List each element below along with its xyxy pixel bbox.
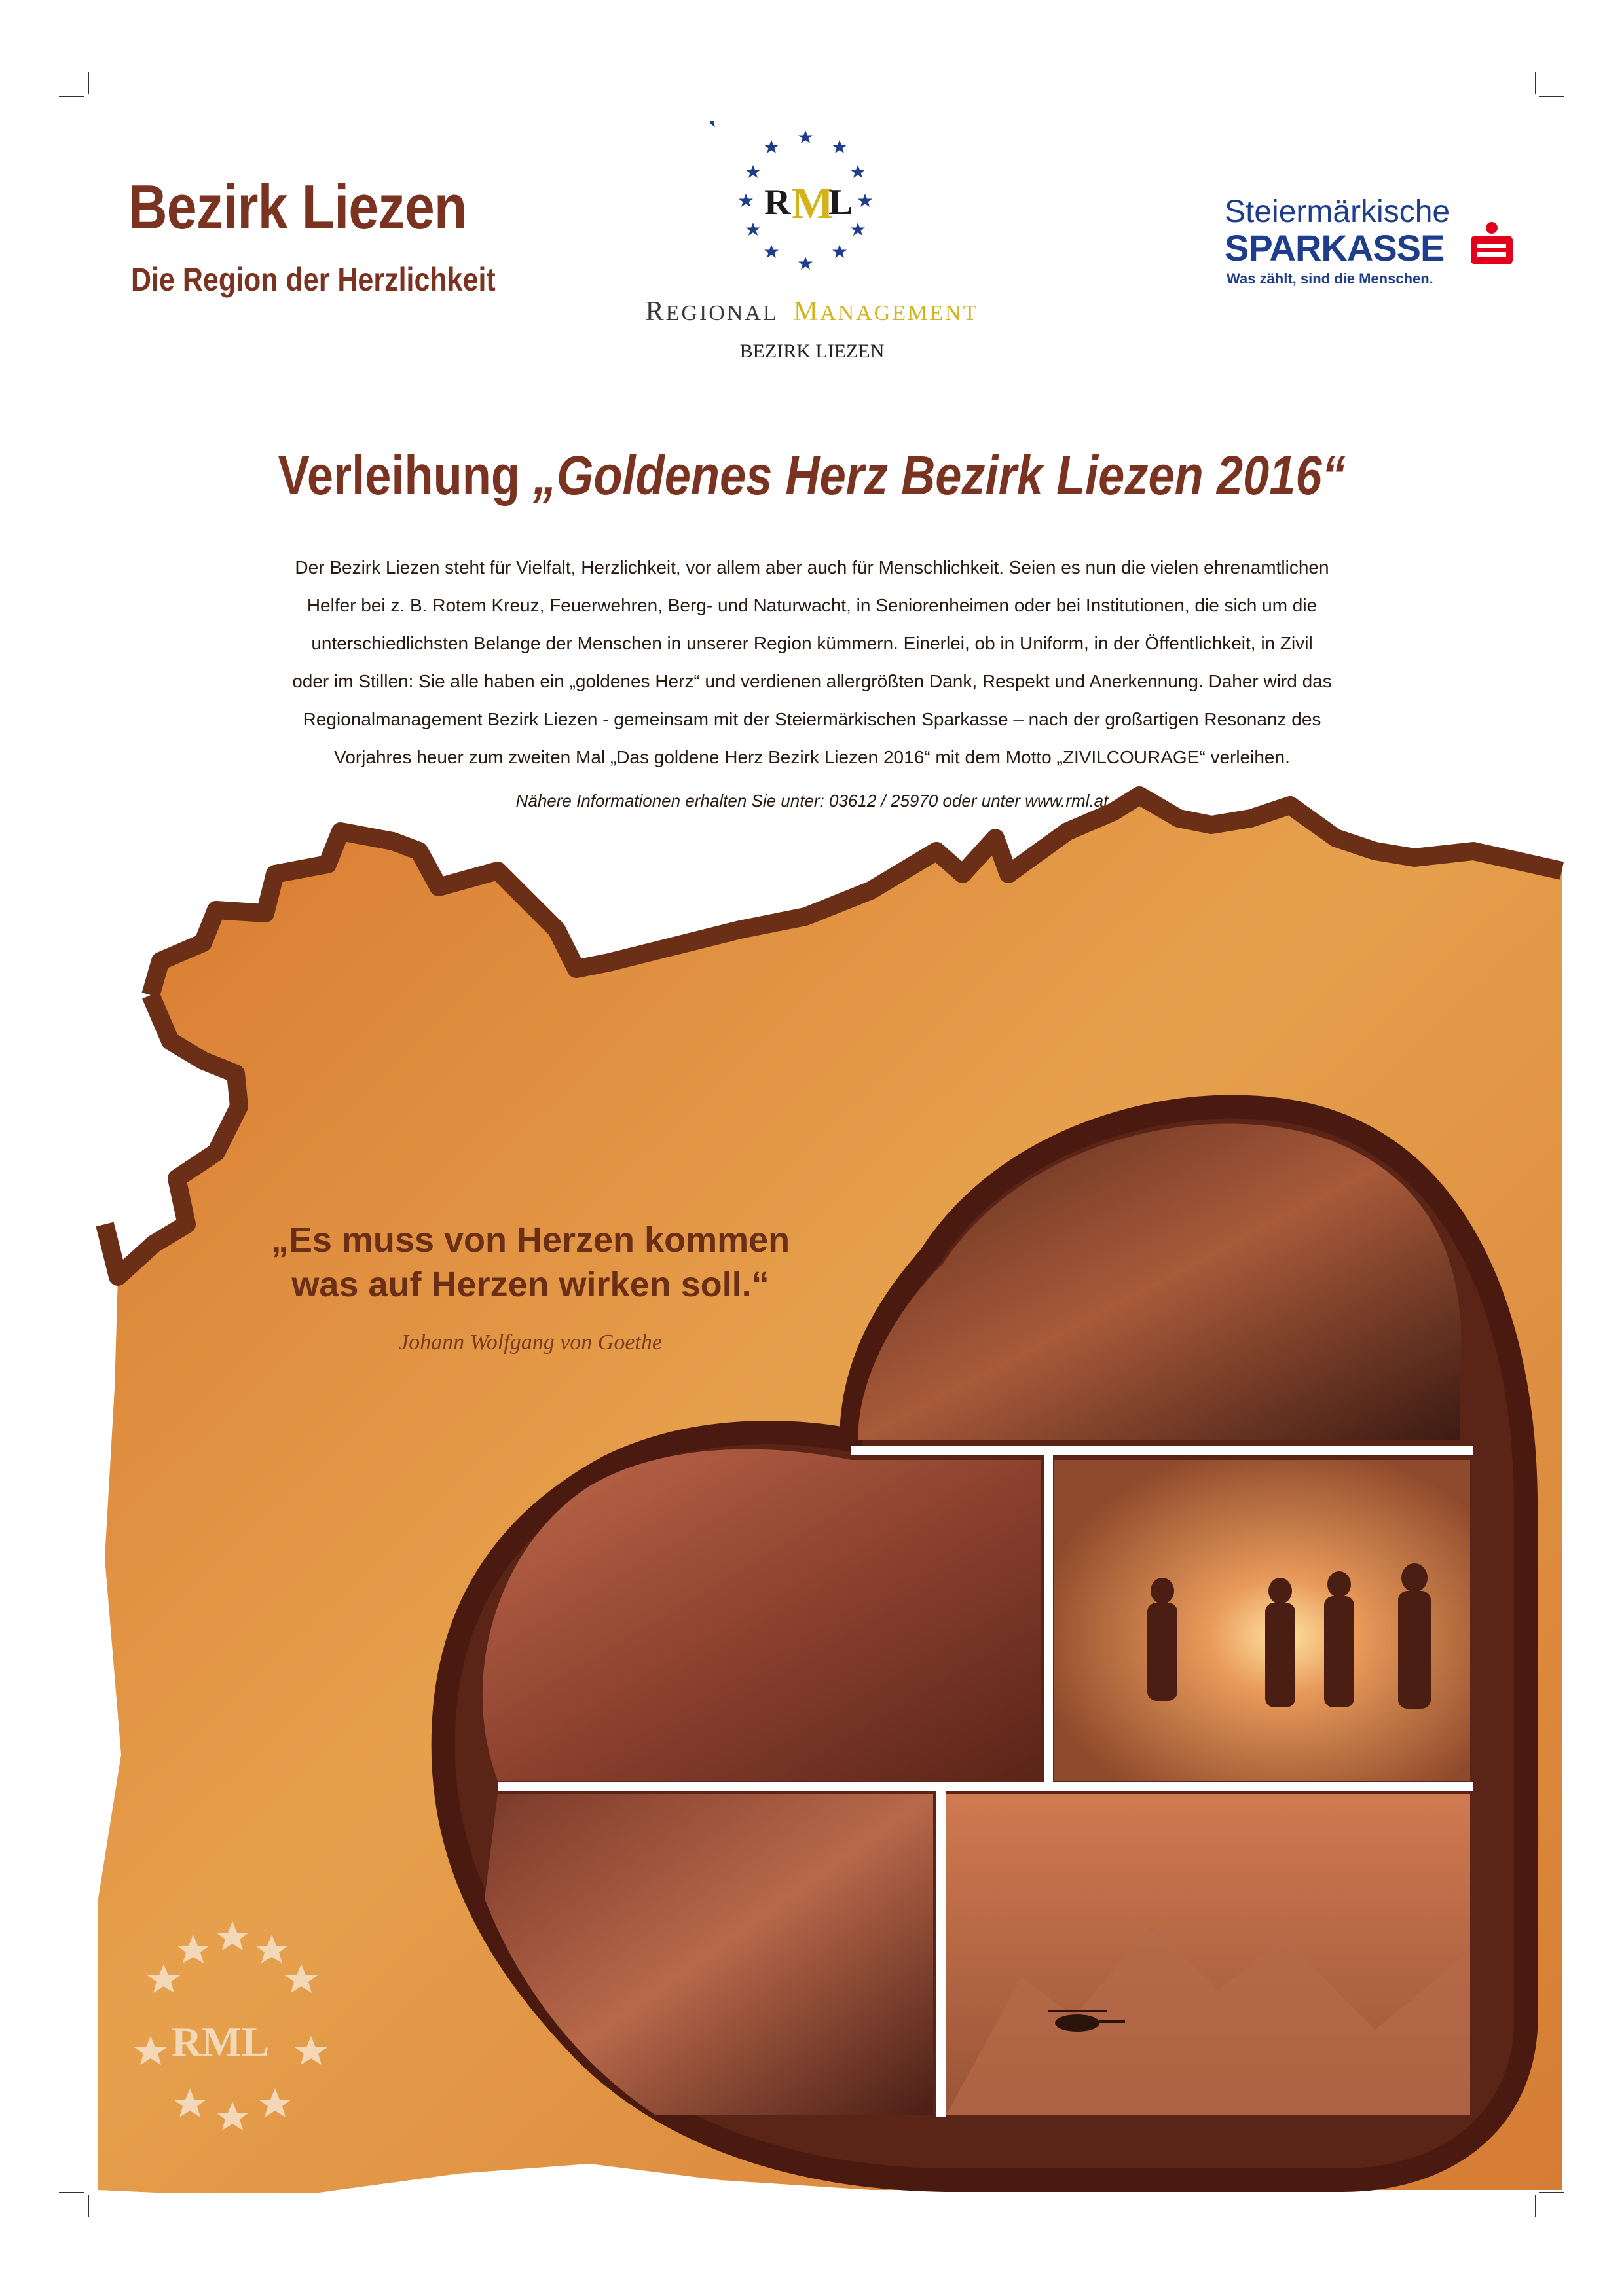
regional-management-sub: BEZIRK LIEZEN	[739, 340, 885, 362]
sponsor-tagline: Was zählt, sind die Menschen.	[1227, 270, 1433, 287]
sponsor-brand: SPARKASSE	[1225, 227, 1445, 268]
collage-divider	[1044, 1453, 1053, 1787]
rml-letter-r: R	[764, 182, 791, 223]
body-paragraph: Der Bezirk Liezen steht für Vielfalt, Herzlichkeit, vor allem aber auch für Menschlichkeit. Seien es nun die vielen ehrenamtlichen Helfer bei z. B. Rotem Kreuz, Feuerwehren, Berg- und Naturwacht, in Seniorenheimen oder bei Institutionen, die sich um die unterschiedlichsten Belange der Menschen in unserer Region kümmern. Einerlei, ob in Uniform, in der Öffentlichkeit, in Zivil oder im Stillen: Sie alle haben ein „goldenes Herz“ und verdienen allergrößten Dank, Respekt und Anerkennung. Daher wird das Regionalmanagement Bezirk Liezen - gemeinsam mit der Steiermärkischen Sparkasse – nach der großartigen Resonanz des Vorjahres heuer zum zweiten Mal „Das goldene Herz Bezirk Liezen 2016“ mit dem Motto „ZIVILCOURAGE“ verleihen.	[292, 557, 1332, 767]
collage-divider	[851, 1446, 1473, 1455]
footer-rml-text: RML	[172, 2018, 270, 2065]
rm-letter-m: M	[793, 297, 821, 327]
rm-word-egional: EGIONAL	[665, 301, 779, 325]
rml-letter-m: M	[792, 178, 834, 228]
quote-line-2: was auf Herzen wirken soll.“	[291, 1265, 769, 1304]
quote-author: Johann Wolfgang von Goethe	[399, 1330, 662, 1355]
collage-divider	[936, 1790, 946, 2117]
goethe-quote	[249, 1218, 812, 1307]
quote-line-1: „Es muss von Herzen kommen	[270, 1220, 790, 1260]
info-line: Nähere Informationen erhalten Sie unter: 03612 / 25970 oder unter www.rml.at	[515, 791, 1109, 811]
sponsor-name: Steiermärkische	[1225, 194, 1450, 229]
collage-divider	[498, 1782, 1473, 1791]
headline-title: „Goldenes Herz Bezirk Liezen 2016“	[533, 445, 1346, 506]
page-title: Bezirk Liezen	[128, 172, 467, 242]
page-subtitle: Die Region der Herzlichkeit	[131, 261, 496, 298]
rml-letter-l: L	[828, 182, 853, 223]
rm-letter-r: R	[645, 297, 666, 327]
headline-prefix: Verleihung	[278, 445, 534, 506]
rm-word-anagement: ANAGEMENT	[820, 301, 979, 325]
